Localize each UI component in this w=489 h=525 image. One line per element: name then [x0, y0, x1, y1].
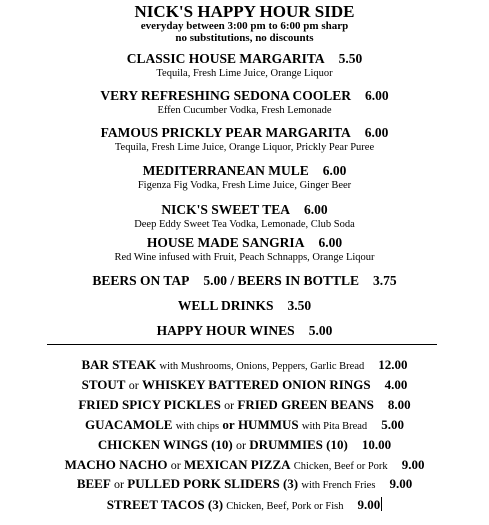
drink-name: HOUSE MADE SANGRIA — [146, 235, 305, 250]
drink-desc: Red Wine infused with Fruit, Peach Schnapps, Orange Liqour — [114, 252, 375, 263]
food-price: 8.00 — [387, 397, 411, 412]
food-item-onion-rings — [0, 378, 489, 391]
food-item-nacho — [0, 458, 489, 473]
drink-price: 6.00 — [318, 235, 343, 250]
food-price: 9.00 — [401, 457, 425, 472]
food-price: 9.00 — [389, 476, 413, 491]
drink-desc: Effen Cucumber Vodka, Fresh Lemonade — [157, 105, 332, 116]
food-desc: Chicken, Beef or Pork — [293, 461, 388, 472]
drink-item — [0, 164, 489, 178]
or-text: or — [170, 458, 181, 472]
well-drinks-line — [0, 299, 489, 313]
well-label: WELL DRINKS — [177, 298, 274, 313]
drink-item — [0, 52, 489, 66]
hours-note: everyday between 3:00 pm to 6:00 pm sharp — [140, 20, 349, 32]
drink-item — [0, 89, 489, 103]
drink-price: 6.00 — [364, 125, 389, 140]
beer-separator: / — [230, 273, 235, 288]
wines-label: HAPPY HOUR WINES — [156, 323, 295, 338]
wines-line — [0, 324, 489, 338]
beer-tap-label: BEERS ON TAP — [92, 273, 190, 288]
drink-price: 6.00 — [365, 88, 389, 103]
food-name: GUACAMOLE — [85, 417, 173, 432]
food-name-alt: MEXICAN PIZZA — [183, 457, 291, 472]
drink-desc: Tequila, Fresh Lime Juice, Orange Liquor — [156, 68, 333, 79]
food-item-sliders — [0, 477, 489, 492]
food-name: BAR STEAK — [81, 357, 157, 372]
food-name: CHICKEN WINGS (10) — [97, 437, 233, 452]
beer-line — [0, 274, 489, 288]
food-name-alt: WHISKEY BATTERED ONION RINGS — [141, 377, 371, 392]
food-name: STREET TACOS (3) — [106, 497, 224, 512]
drink-name: CLASSIC HOUSE MARGARITA — [126, 51, 325, 66]
food-name: MACHO NACHO — [64, 457, 168, 472]
drink-item — [0, 236, 489, 250]
food-price: 12.00 — [378, 357, 408, 372]
or-text: or — [114, 477, 125, 491]
drink-name: MEDITERRANEAN MULE — [142, 163, 309, 178]
food-name-alt: PULLED PORK SLIDERS (3) — [127, 476, 299, 491]
food-price: 9.00 — [357, 497, 381, 512]
drink-desc: Tequila, Fresh Lime Juice, Orange Liquor, Prickly Pear Puree — [114, 142, 375, 153]
or-text: or — [222, 417, 235, 432]
section-divider — [47, 344, 437, 345]
food-desc: with chips — [175, 421, 220, 432]
text-cursor — [381, 497, 382, 511]
beer-bottle-price: 3.75 — [373, 273, 397, 288]
drink-price: 6.00 — [322, 163, 347, 178]
menu-title: NICK'S HAPPY HOUR SIDE — [134, 2, 355, 21]
drink-price: 5.50 — [338, 51, 363, 66]
drink-item — [0, 203, 489, 217]
beer-bottle-label: BEERS IN BOTTLE — [237, 273, 360, 288]
wines-price: 5.00 — [308, 323, 333, 338]
drink-name: VERY REFRESHING SEDONA COOLER — [100, 88, 352, 103]
food-item-guacamole — [0, 418, 489, 433]
food-desc: with Mushrooms, Onions, Peppers, Garlic Bread — [159, 361, 365, 372]
policy-note: no substitutions, no discounts — [175, 32, 314, 44]
drink-name: FAMOUS PRICKLY PEAR MARGARITA — [100, 125, 351, 140]
beer-tap-price: 5.00 — [203, 273, 227, 288]
drink-desc: Figenza Fig Vodka, Fresh Lime Juice, Ginger Beer — [137, 180, 352, 191]
food-item-pickles — [0, 398, 489, 411]
drink-name: NICK'S SWEET TEA — [161, 202, 290, 217]
food-desc: with French Fries — [301, 480, 376, 491]
food-name-alt: DRUMMIES (10) — [249, 437, 348, 452]
well-price: 3.50 — [287, 298, 312, 313]
food-price: 5.00 — [381, 417, 404, 432]
food-item-tacos — [0, 497, 489, 513]
or-text: or — [236, 438, 246, 452]
or-text: or — [128, 378, 139, 392]
drink-item — [0, 126, 489, 140]
food-name: BEEF — [76, 476, 111, 491]
drink-desc: Deep Eddy Sweet Tea Vodka, Lemonade, Club Soda — [134, 219, 355, 230]
food-price: 10.00 — [361, 437, 392, 452]
food-item-wings — [0, 438, 489, 451]
food-desc-alt: with Pita Bread — [301, 421, 368, 432]
food-name-alt: FRIED GREEN BEANS — [237, 397, 374, 412]
or-text: or — [224, 398, 235, 412]
food-name: FRIED SPICY PICKLES — [78, 397, 221, 412]
food-desc: Chicken, Beef, Pork or Fish — [226, 501, 344, 512]
food-price: 4.00 — [384, 377, 408, 392]
food-name: STOUT — [81, 377, 126, 392]
food-item-bar-steak — [0, 358, 489, 373]
food-name-alt: HUMMUS — [237, 417, 299, 432]
drink-price: 6.00 — [303, 202, 328, 217]
